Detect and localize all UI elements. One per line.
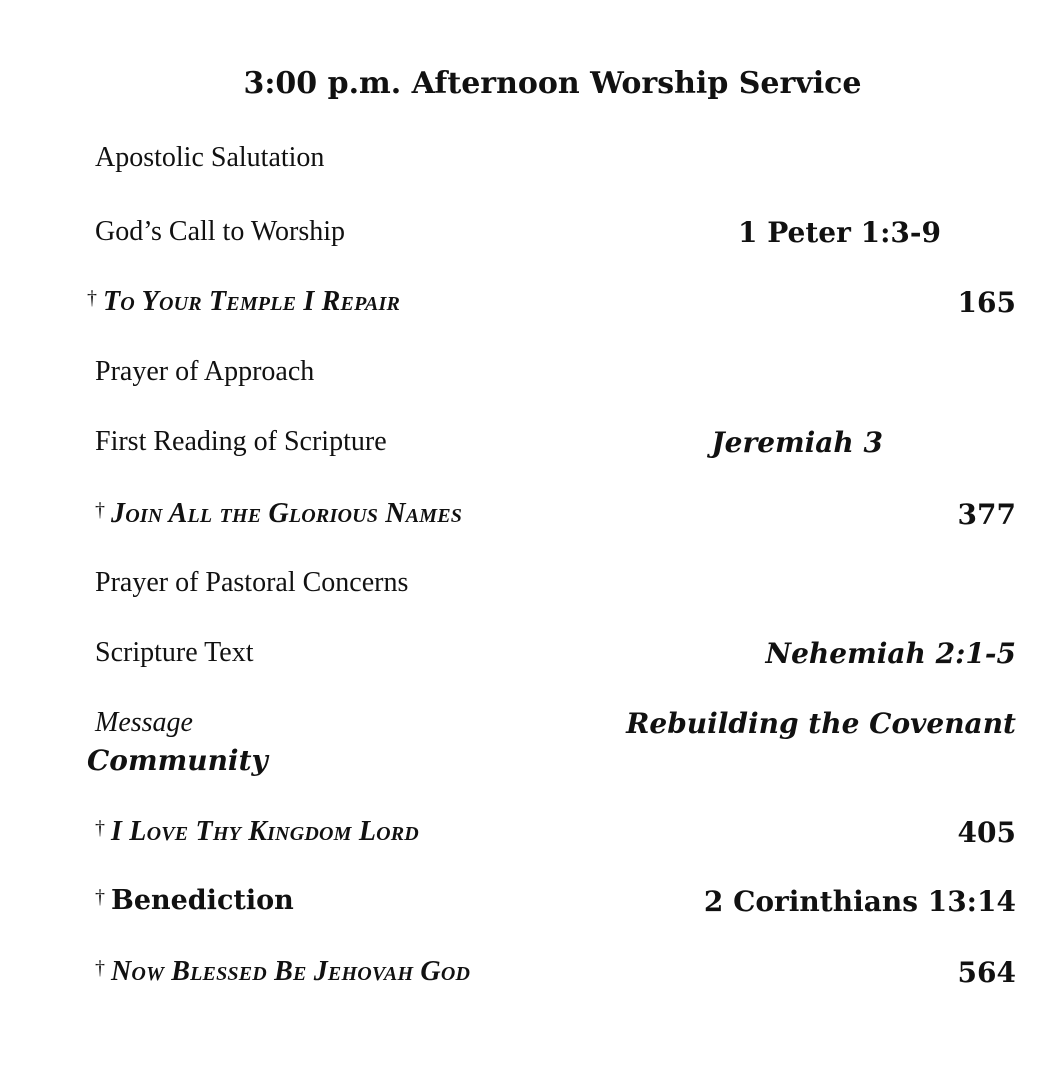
order-item-prayer-of-approach [0,356,1051,400]
sermon-title-continued: Community [87,744,268,777]
dagger-icon: † [95,499,105,521]
item-label: God’s Call to Worship [95,216,346,247]
order-item-scripture-text [0,637,1051,681]
dagger-icon: † [87,287,97,309]
hymn-line [95,498,462,530]
scripture-reference: Jeremiah 3 [711,426,883,459]
scripture-reference: 2 Corinthians 13:14 [703,885,1016,918]
dagger-icon: † [95,957,105,979]
hymn-title: To Your Temple I Repair [103,286,401,317]
order-item-salutation [0,142,1051,186]
hymn-number: 377 [957,498,1016,531]
hymn-title: Join All the Glorious Names [111,498,463,529]
order-item-hymn-405 [0,816,1051,860]
dagger-icon: † [95,886,105,908]
hymn-number: 564 [957,956,1016,989]
order-item-first-reading [0,426,1051,470]
hymn-number: 165 [957,286,1016,319]
item-label: Prayer of Approach [95,356,315,387]
sermon-title: Rebuilding the Covenant [626,707,1016,740]
hymn-number: 405 [957,816,1016,849]
item-label: Apostolic Salutation [95,142,325,173]
order-item-hymn-564 [0,956,1051,1000]
item-label: First Reading of Scripture [95,426,387,457]
hymn-title: I Love Thy Kingdom Lord [111,816,419,847]
hymn-line [95,816,419,848]
hymn-line [95,956,470,988]
item-label: Benediction [111,885,294,916]
order-item-hymn-377 [0,498,1051,542]
item-line [95,885,294,917]
hymn-line [87,286,400,318]
order-item-pastoral-prayer [0,567,1051,611]
item-label: Scripture Text [95,637,254,668]
item-label: Prayer of Pastoral Concerns [95,567,409,598]
order-item-hymn-165 [0,286,1051,330]
scripture-reference: Nehemiah 2:1-5 [765,637,1016,670]
dagger-icon: † [95,817,105,839]
scripture-reference: 1 Peter 1:3-9 [738,216,941,249]
hymn-title: Now Blessed Be Jehovah God [111,956,471,987]
order-item-benediction [0,885,1051,929]
service-title: 3:00 p.m. Afternoon Worship Service [243,66,862,101]
item-label: Message [95,707,193,738]
order-item-call-to-worship [0,216,1051,260]
